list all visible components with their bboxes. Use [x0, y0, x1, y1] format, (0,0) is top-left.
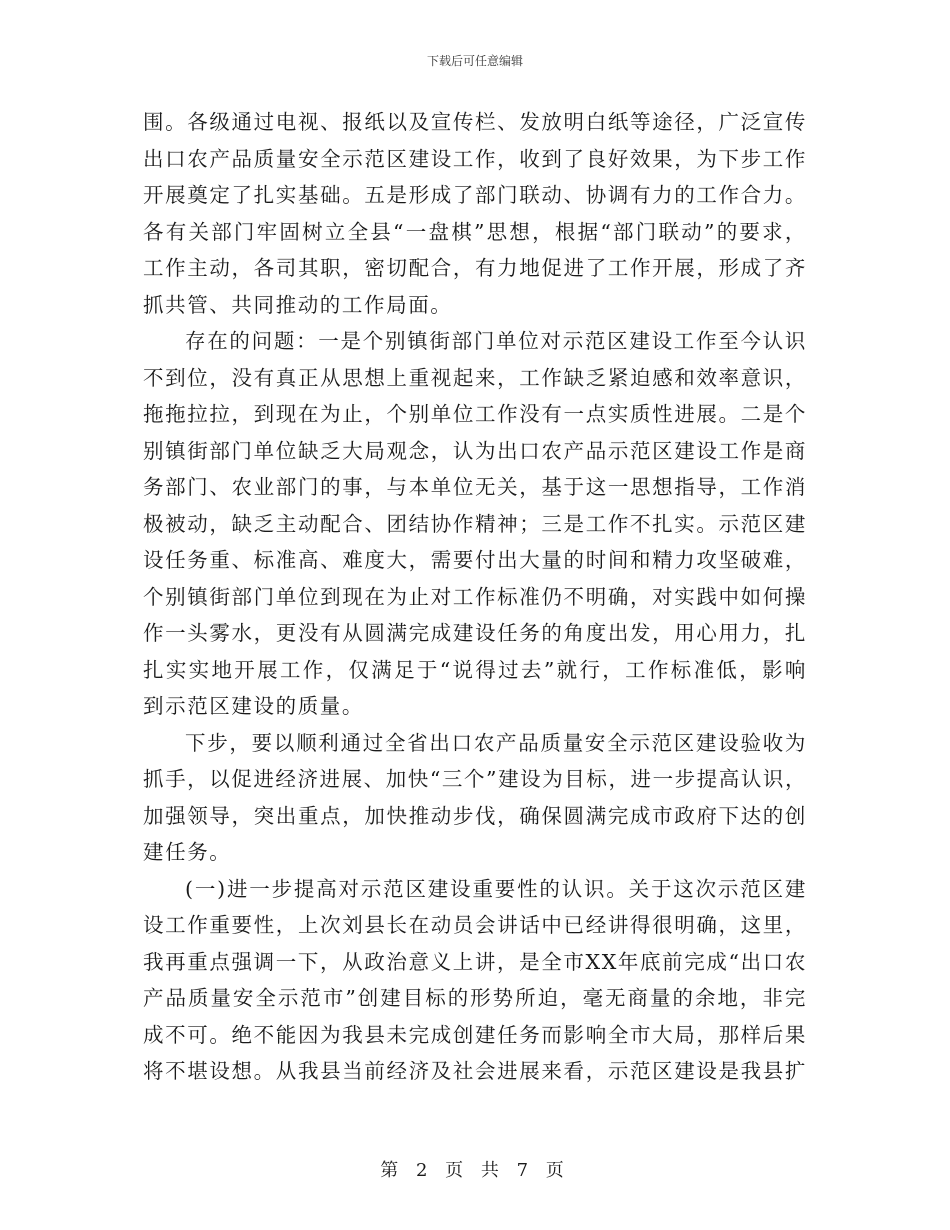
text-line: 我再重点强调一下，从政治意义上讲，是全市XX年底前完成“出口农	[143, 949, 807, 974]
text-line: (一)进一步提高对示范区建设重要性的认识。关于这次示范区建	[185, 876, 807, 901]
paragraph-2	[143, 323, 807, 725]
text-line: 到示范区建设的质量。	[143, 694, 364, 718]
text-line: 设工作重要性，上次刘县长在动员会讲话中已经讲得很明确，这里，	[143, 913, 807, 937]
text-line: 抓共管、共同推动的工作局面。	[143, 292, 453, 317]
paragraph-4	[143, 871, 807, 1090]
page-number-footer: 第 2 页 共 7 页	[380, 1160, 570, 1181]
text-line: 扎实实地开展工作，仅满足于“说得过去”就行，工作标准低，影响	[143, 657, 807, 682]
text-line: 不到位，没有真正从思想上重视起来，工作缺乏紧迫感和效率意识，	[143, 365, 807, 390]
page-header-note: 下载后可任意编辑	[426, 54, 523, 68]
text-line: 开展奠定了扎实基础。五是形成了部门联动、协调有力的工作合力。	[143, 183, 807, 207]
text-line: 极被动，缺乏主动配合、团结协作精神；三是工作不扎实。示范区建	[143, 511, 807, 536]
text-line: 出口农产品质量安全示范区建设工作，收到了良好效果，为下步工作	[143, 146, 807, 171]
text-line: 加强领导，突出重点，加快推动步伐，确保圆满完成市政府下达的创	[143, 803, 807, 828]
text-line: 各有关部门牢固树立全县“一盘棋”思想，根据“部门联动”的要求，	[143, 219, 807, 244]
document-body	[143, 104, 807, 1090]
text-line: 抓手，以促进经济进展、加快“三个”建设为目标，进一步提高认识，	[143, 767, 807, 791]
text-line: 下步，要以顺利通过全省出口农产品质量安全示范区建设验收为	[185, 730, 807, 755]
text-line: 成不可。绝不能因为我县未完成创建任务而影响全市大局，那样后果	[143, 1022, 807, 1047]
text-line: 务部门、农业部门的事，与本单位无关，基于这一思想指导，工作消	[143, 475, 807, 499]
text-line: 将不堪设想。从我县当前经济及社会进展来看，示范区建设是我县扩	[143, 1059, 807, 1083]
text-line: 别镇街部门单位缺乏大局观念，认为出口农产品示范区建设工作是商	[143, 438, 807, 463]
text-line: 拖拖拉拉，到现在为止，个别单位工作没有一点实质性进展。二是个	[143, 402, 807, 426]
text-line: 围。各级通过电视、报纸以及宣传栏、发放明白纸等途径，广泛宣传	[143, 110, 807, 134]
paragraph-1	[143, 104, 807, 323]
text-line: 设任务重、标准高、难度大，需要付出大量的时间和精力攻坚破难，	[143, 548, 807, 572]
text-line: 个别镇街部门单位到现在为止对工作标准仍不明确，对实践中如何操	[143, 584, 807, 609]
paragraph-3	[143, 725, 807, 871]
text-line: 作一头雾水，更没有从圆满完成建设任务的角度出发，用心用力，扎	[143, 621, 807, 645]
text-line: 工作主动，各司其职，密切配合，有力地促进了工作开展，形成了齐	[143, 256, 807, 280]
text-line: 建任务。	[143, 840, 232, 864]
text-line: 存在的问题：一是个别镇街部门单位对示范区建设工作至今认识	[185, 329, 807, 353]
text-line: 产品质量安全示范市”创建目标的形势所迫，毫无商量的余地，非完	[143, 986, 807, 1010]
